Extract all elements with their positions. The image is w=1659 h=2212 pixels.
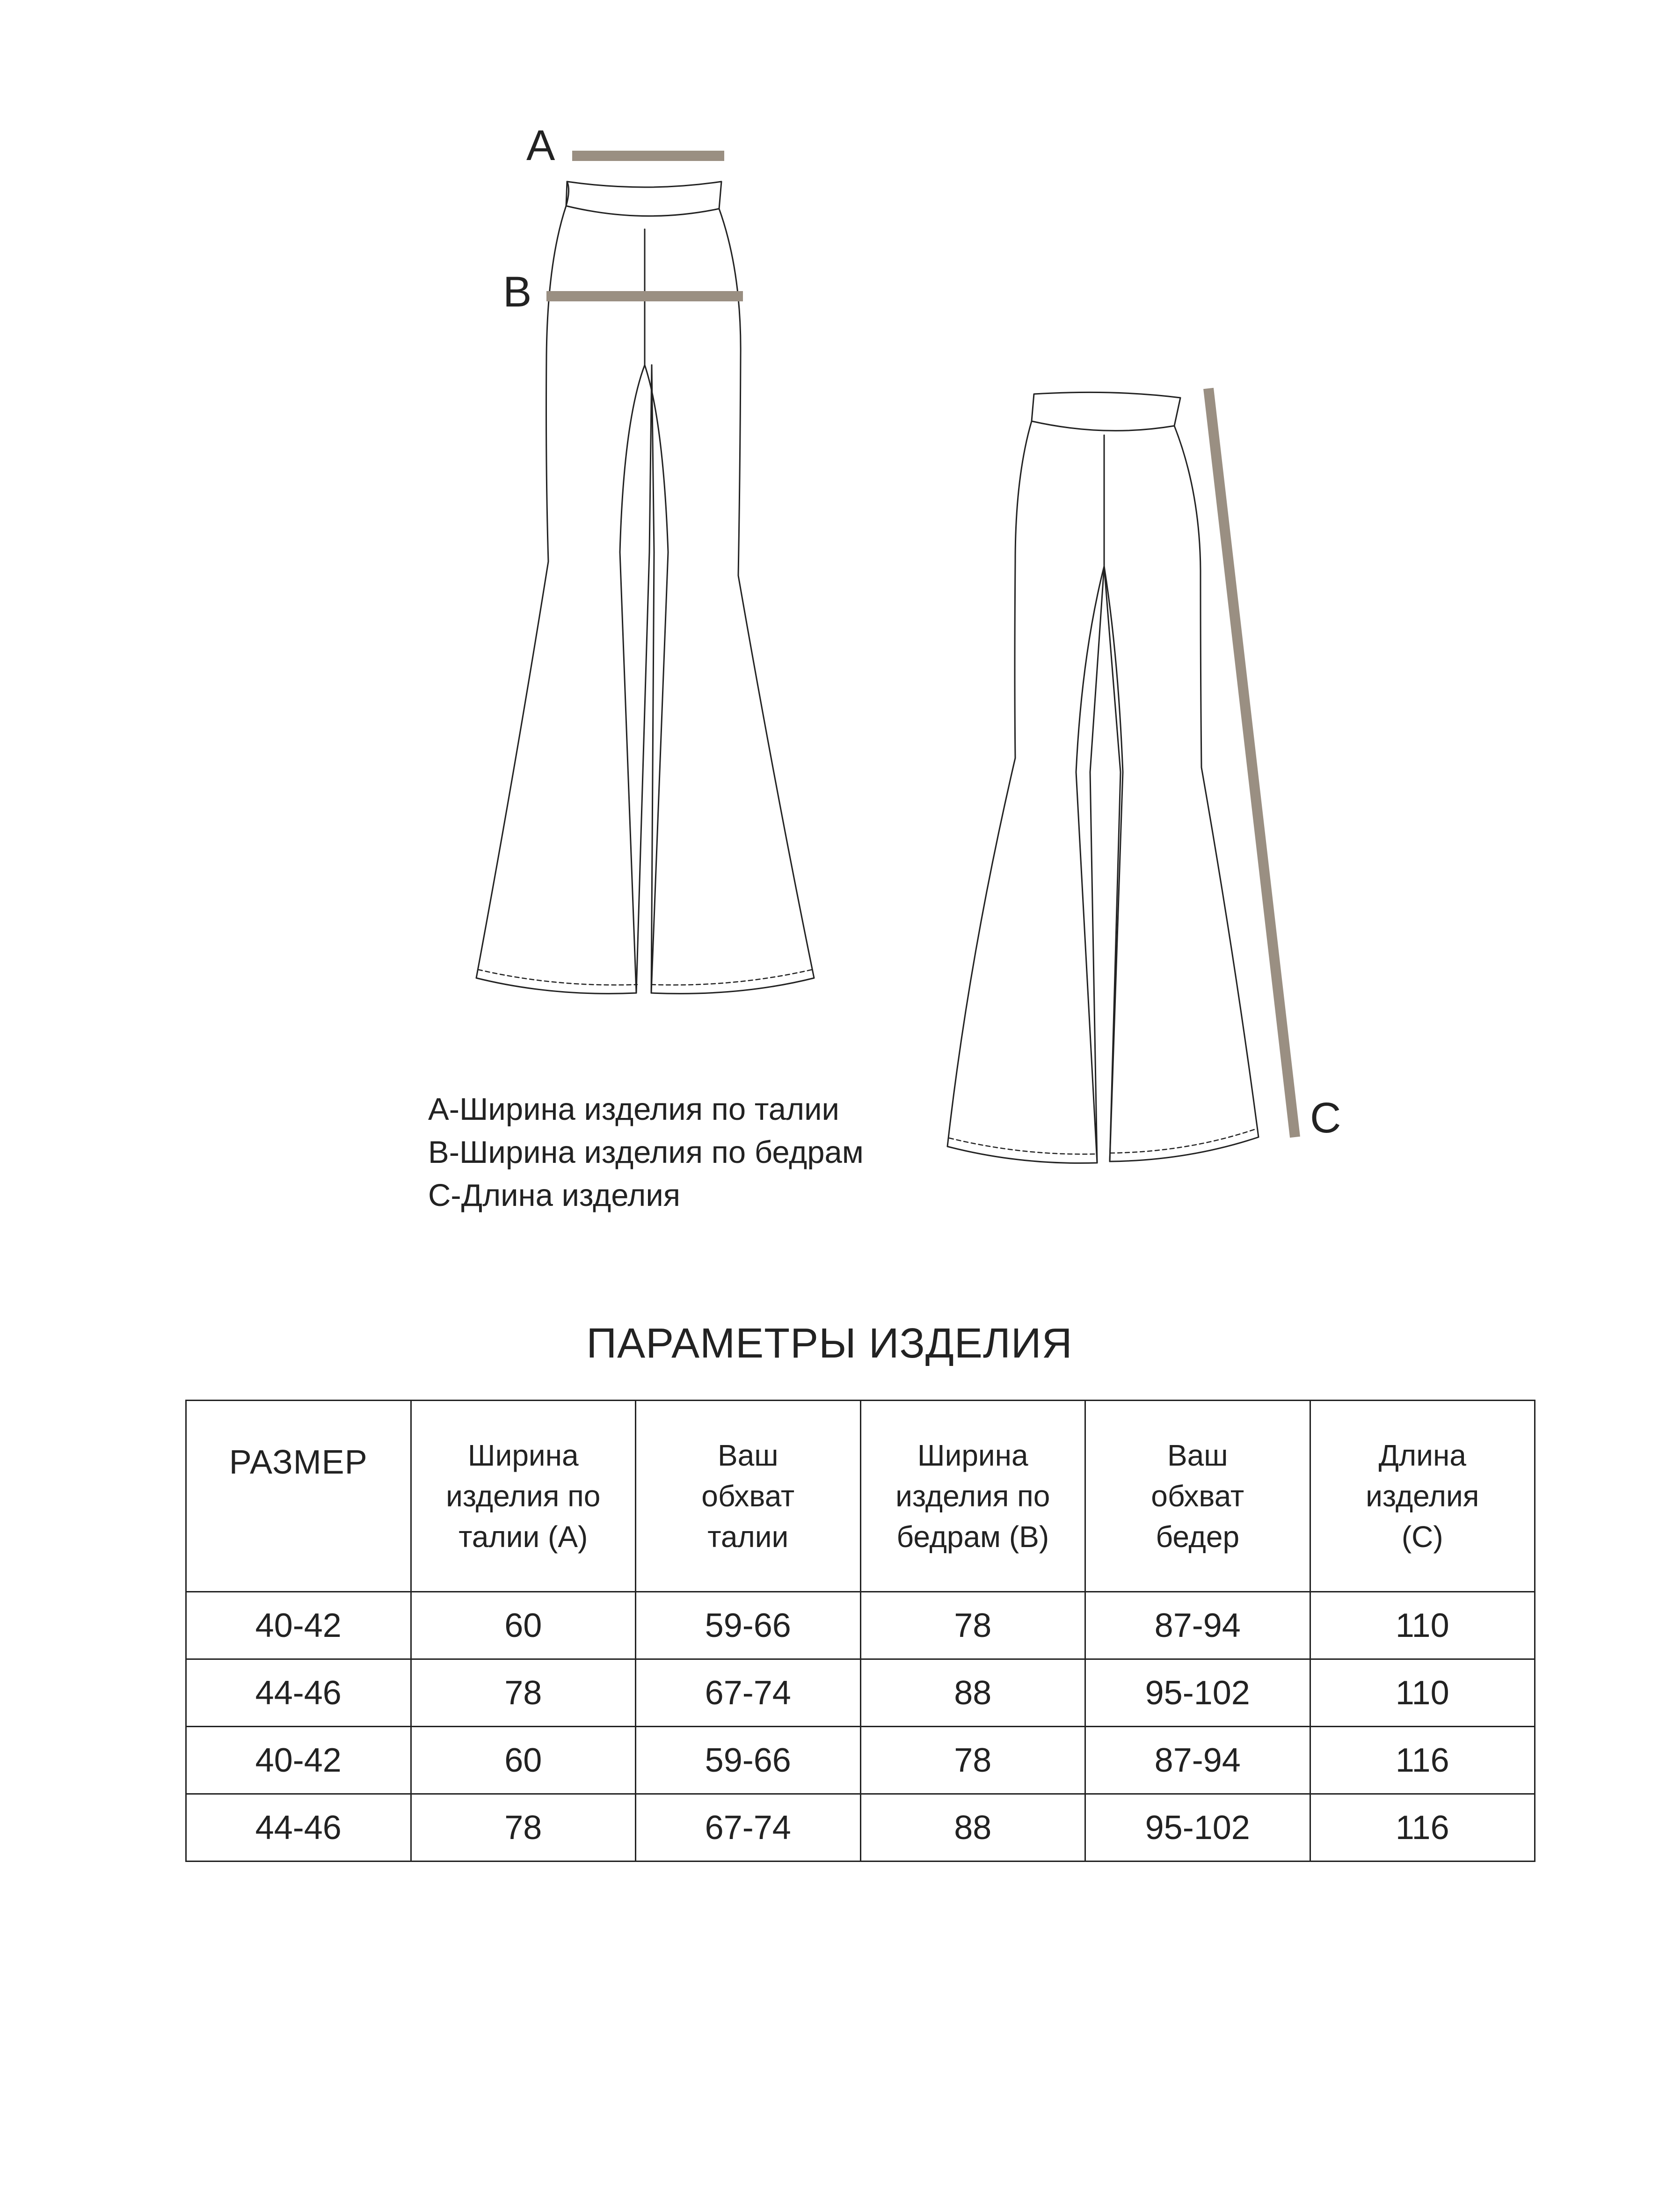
label-b: B	[503, 268, 532, 316]
cell-size: 40-42	[186, 1727, 411, 1794]
table-row	[186, 1592, 1535, 1659]
cell-size: 40-42	[186, 1592, 411, 1659]
cell-hip-width: 78	[860, 1727, 1085, 1794]
table-row	[186, 1659, 1535, 1727]
table-title: ПАРАМЕТРЫ ИЗДЕЛИЯ	[586, 1320, 1073, 1367]
cell-your-hips: 87-94	[1085, 1727, 1310, 1794]
measure-b-bar	[546, 291, 743, 301]
legend-item-a: A-Ширина изделия по талии	[428, 1092, 839, 1127]
measure-c-bar	[1208, 388, 1295, 1137]
cell-size: 44-46	[186, 1794, 411, 1862]
cell-waist-width: 60	[411, 1592, 636, 1659]
legend-item-b: B-Ширина изделия по бедрам	[428, 1135, 864, 1170]
header-waist-width	[411, 1401, 636, 1592]
table-row	[186, 1727, 1535, 1794]
side-pants-illustration	[947, 392, 1259, 1163]
cell-your-waist: 67-74	[636, 1659, 861, 1727]
cell-waist-width: 78	[411, 1659, 636, 1727]
header-your-hips	[1085, 1401, 1310, 1592]
cell-length: 116	[1310, 1727, 1535, 1794]
cell-length: 110	[1310, 1592, 1535, 1659]
header-hip-width-label: Ширина изделия по бедрам (B)	[895, 1438, 1050, 1554]
cell-hip-width: 78	[860, 1592, 1085, 1659]
cell-length: 116	[1310, 1794, 1535, 1862]
header-length	[1310, 1401, 1535, 1592]
cell-hip-width: 88	[860, 1659, 1085, 1727]
header-size-label: РАЗМЕР	[229, 1444, 368, 1481]
table-row	[186, 1794, 1535, 1862]
header-size	[186, 1401, 411, 1592]
cell-your-hips: 87-94	[1085, 1592, 1310, 1659]
cell-your-waist: 59-66	[636, 1592, 861, 1659]
header-your-waist	[636, 1401, 861, 1592]
cell-size: 44-46	[186, 1659, 411, 1727]
legend-item-c: C-Длина изделия	[428, 1178, 681, 1213]
cell-waist-width: 78	[411, 1794, 636, 1862]
header-waist-width-label: Ширина изделия по талии (A)	[446, 1438, 601, 1554]
cell-waist-width: 60	[411, 1727, 636, 1794]
cell-your-hips: 95-102	[1085, 1659, 1310, 1727]
cell-hip-width: 88	[860, 1794, 1085, 1862]
measurement-legend	[428, 1088, 864, 1217]
cell-length: 110	[1310, 1659, 1535, 1727]
label-c: C	[1310, 1094, 1341, 1142]
cell-your-hips: 95-102	[1085, 1794, 1310, 1862]
header-your-hips-label: Ваш обхват бедер	[1151, 1438, 1244, 1554]
header-length-label: Длина изделия (C)	[1366, 1438, 1479, 1554]
size-parameters-table	[185, 1400, 1535, 1862]
cell-your-waist: 67-74	[636, 1794, 861, 1862]
header-hip-width	[860, 1401, 1085, 1592]
cell-your-waist: 59-66	[636, 1727, 861, 1794]
table-header-row	[186, 1401, 1535, 1592]
measure-a-bar	[572, 151, 724, 161]
label-a: A	[526, 122, 555, 169]
header-your-waist-label: Ваш обхват талии	[701, 1438, 795, 1554]
